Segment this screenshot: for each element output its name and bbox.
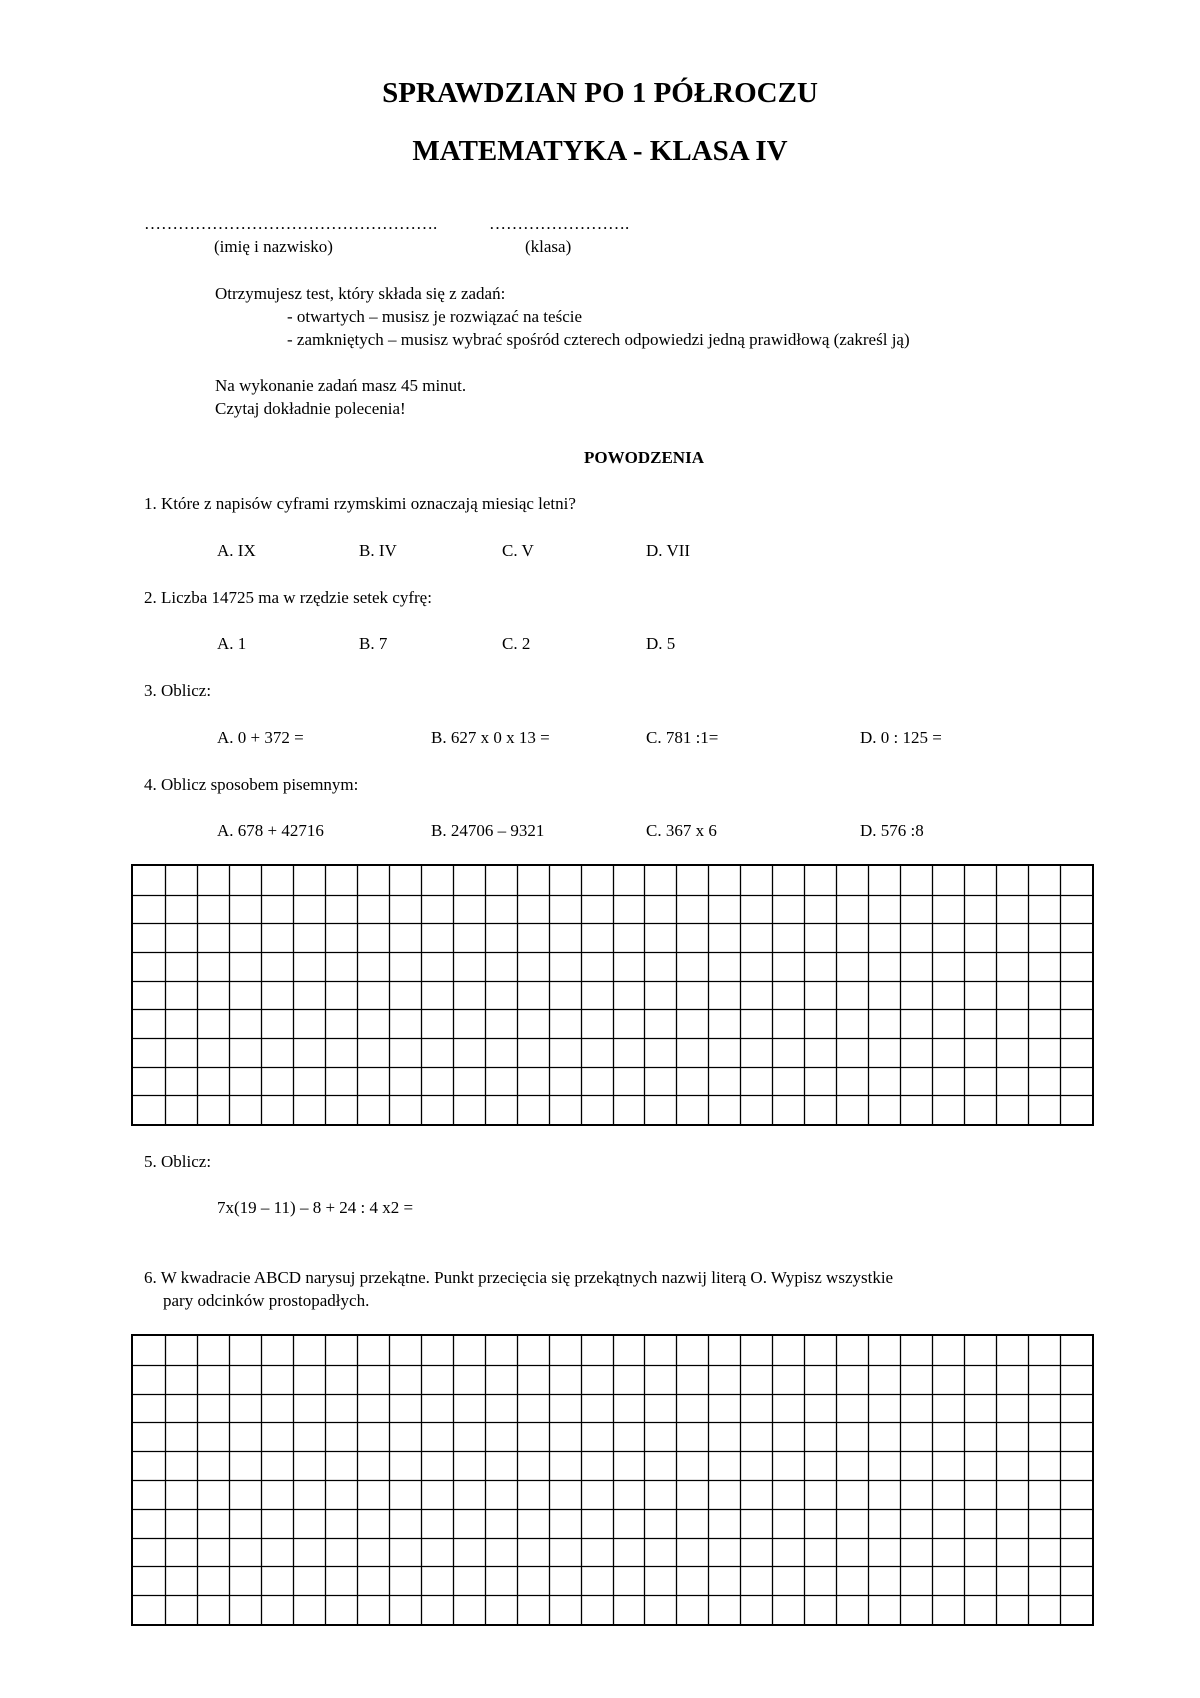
task-4-option-c: C. 367 x 6	[646, 821, 717, 840]
name-dots: …………………………………………….	[144, 214, 438, 233]
page-subtitle: MATEMATYKA - KLASA IV	[412, 135, 788, 167]
good-luck: POWODZENIA	[584, 448, 704, 467]
task-4-question: 4. Oblicz sposobem pisemnym:	[144, 775, 359, 794]
task-3-option-b: B. 627 x 0 x 13 =	[431, 728, 550, 747]
name-label: (imię i nazwisko)	[214, 237, 333, 256]
instructions-read: Czytaj dokładnie polecenia!	[215, 399, 406, 418]
work-grid-1	[131, 864, 1094, 1126]
task-2-question: 2. Liczba 14725 ma w rzędzie setek cyfrę:	[144, 588, 432, 607]
class-dots: …………………….	[489, 214, 630, 233]
page-title: SPRAWDZIAN PO 1 PÓŁROCZU	[382, 77, 818, 109]
task-2-option-c: C. 2	[502, 634, 531, 653]
task-4-option-a: A. 678 + 42716	[217, 821, 324, 840]
task-1-option-b: B. IV	[359, 541, 397, 560]
class-label: (klasa)	[525, 237, 572, 256]
task-5-question: 5. Oblicz:	[144, 1152, 212, 1171]
task-3-option-d: D. 0 : 125 =	[860, 728, 942, 747]
task-5-expression: 7x(19 – 11) – 8 + 24 : 4 x2 =	[217, 1198, 414, 1217]
task-2-option-a: A. 1	[217, 634, 247, 653]
instructions-time: Na wykonanie zadań masz 45 minut.	[215, 376, 467, 395]
task-2-option-b: B. 7	[359, 634, 388, 653]
instructions-intro: Otrzymujesz test, który składa się z zadań:	[215, 284, 506, 303]
grid-lines	[133, 866, 1092, 1124]
instructions-open: - otwartych – musisz je rozwiązać na teście	[287, 307, 583, 326]
task-3-option-a: A. 0 + 372 =	[217, 728, 304, 747]
task-1-option-a: A. IX	[217, 541, 256, 560]
task-1-option-c: C. V	[502, 541, 534, 560]
task-4-option-b: B. 24706 – 9321	[431, 821, 545, 840]
task-2-option-d: D. 5	[646, 634, 676, 653]
task-3-question: 3. Oblicz:	[144, 681, 212, 700]
grid-lines	[133, 1336, 1092, 1624]
task-4-option-d: D. 576 :8	[860, 821, 924, 840]
task-6-question-line2: pary odcinków prostopadłych.	[163, 1291, 370, 1310]
task-3-option-c: C. 781 :1=	[646, 728, 719, 747]
task-1-option-d: D. VII	[646, 541, 691, 560]
instructions-closed: - zamkniętych – musisz wybrać spośród czterech odpowiedzi jedną prawidłową (zakreśl ją)	[287, 330, 910, 349]
work-grid-2	[131, 1334, 1094, 1626]
task-1-question: 1. Które z napisów cyframi rzymskimi oznaczają miesiąc letni?	[144, 494, 576, 513]
task-6-question-line1: 6. W kwadracie ABCD narysuj przekątne. Punkt przecięcia się przekątnych nazwij literą O. Wypisz wszystkie	[144, 1268, 894, 1287]
